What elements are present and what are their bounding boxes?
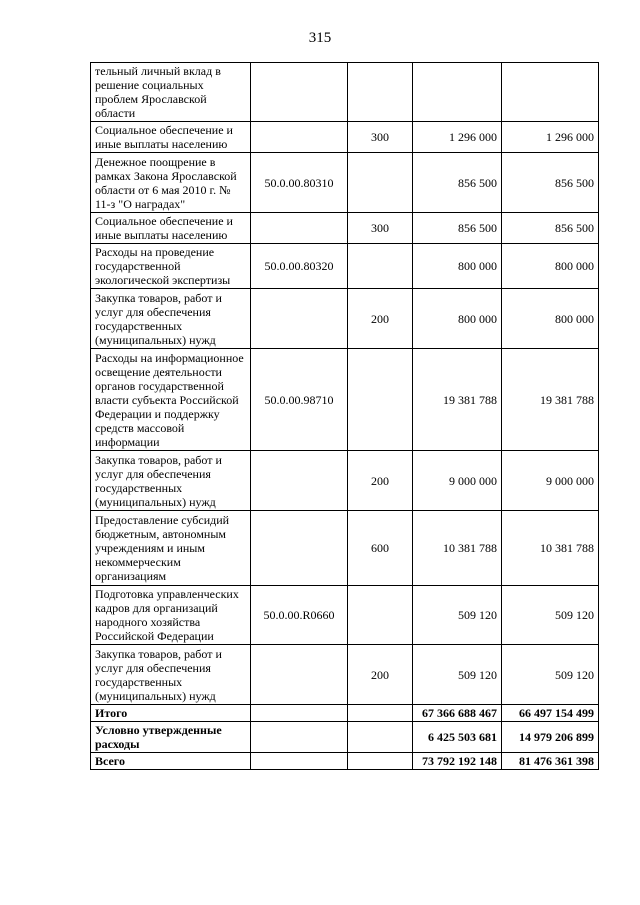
budget-table	[90, 62, 599, 770]
table-row	[91, 753, 599, 770]
target-code-cell	[251, 511, 348, 586]
expense-type-cell: 200	[348, 289, 413, 349]
expense-type-cell	[348, 153, 413, 213]
target-code-cell: 50.0.00.98710	[251, 349, 348, 451]
amount-year1-cell: 800 000	[413, 244, 502, 289]
row-name-cell: Расходы на проведение государственной экологической экспертизы	[91, 244, 251, 289]
amount-year2-cell: 9 000 000	[502, 451, 599, 511]
row-name-cell: Итого	[91, 705, 251, 722]
amount-year1-cell: 10 381 788	[413, 511, 502, 586]
expense-type-cell	[348, 244, 413, 289]
target-code-cell: 50.0.00.R0660	[251, 586, 348, 645]
amount-year1-cell: 67 366 688 467	[413, 705, 502, 722]
amount-year1-cell: 19 381 788	[413, 349, 502, 451]
table-row	[91, 586, 599, 645]
amount-year2-cell: 856 500	[502, 213, 599, 244]
expense-type-cell	[348, 753, 413, 770]
target-code-cell	[251, 753, 348, 770]
target-code-cell: 50.0.00.80310	[251, 153, 348, 213]
table-row	[91, 122, 599, 153]
target-code-cell	[251, 213, 348, 244]
amount-year1-cell: 856 500	[413, 153, 502, 213]
expense-type-cell: 300	[348, 122, 413, 153]
expense-type-cell: 600	[348, 511, 413, 586]
row-name-cell: Предоставление субсидий бюджетным, автономным учреждениям и иным некоммерческим организациям	[91, 511, 251, 586]
budget-table-body	[91, 63, 599, 770]
row-name-cell: Закупка товаров, работ и услуг для обеспечения государственных (муниципальных) нужд	[91, 451, 251, 511]
amount-year2-cell: 800 000	[502, 289, 599, 349]
table-row	[91, 244, 599, 289]
row-name-cell: Расходы на информационное освещение деятельности органов государственной власти субъекта Российской Федерации и поддержку средств массовой информации	[91, 349, 251, 451]
table-row	[91, 63, 599, 122]
amount-year1-cell: 1 296 000	[413, 122, 502, 153]
amount-year1-cell: 73 792 192 148	[413, 753, 502, 770]
row-name-cell: Социальное обеспечение и иные выплаты населению	[91, 122, 251, 153]
table-row	[91, 722, 599, 753]
amount-year2-cell: 81 476 361 398	[502, 753, 599, 770]
target-code-cell	[251, 451, 348, 511]
table-row	[91, 705, 599, 722]
amount-year2-cell: 10 381 788	[502, 511, 599, 586]
target-code-cell	[251, 645, 348, 705]
expense-type-cell	[348, 722, 413, 753]
expense-type-cell	[348, 349, 413, 451]
amount-year2-cell: 1 296 000	[502, 122, 599, 153]
target-code-cell	[251, 705, 348, 722]
expense-type-cell	[348, 63, 413, 122]
page-number: 315	[308, 30, 332, 46]
table-row	[91, 153, 599, 213]
amount-year2-cell: 509 120	[502, 645, 599, 705]
amount-year1-cell: 800 000	[413, 289, 502, 349]
table-row	[91, 349, 599, 451]
table-row	[91, 645, 599, 705]
amount-year1-cell: 509 120	[413, 586, 502, 645]
expense-type-cell: 200	[348, 451, 413, 511]
target-code-cell	[251, 722, 348, 753]
row-name-cell: Условно утвержденные расходы	[91, 722, 251, 753]
target-code-cell	[251, 289, 348, 349]
row-name-cell: тельный личный вклад в решение социальных проблем Ярославской области	[91, 63, 251, 122]
amount-year1-cell: 6 425 503 681	[413, 722, 502, 753]
row-name-cell: Денежное поощрение в рамках Закона Ярославской области от 6 мая 2010 г. № 11-з "О наградах"	[91, 153, 251, 213]
amount-year1-cell: 509 120	[413, 645, 502, 705]
target-code-cell: 50.0.00.80320	[251, 244, 348, 289]
expense-type-cell	[348, 586, 413, 645]
table-row	[91, 289, 599, 349]
expense-type-cell: 300	[348, 213, 413, 244]
target-code-cell	[251, 63, 348, 122]
row-name-cell: Закупка товаров, работ и услуг для обеспечения государственных (муниципальных) нужд	[91, 645, 251, 705]
row-name-cell: Социальное обеспечение и иные выплаты населению	[91, 213, 251, 244]
amount-year2-cell: 509 120	[502, 586, 599, 645]
amount-year1-cell: 856 500	[413, 213, 502, 244]
row-name-cell: Подготовка управленческих кадров для организаций народного хозяйства Российской Федерации	[91, 586, 251, 645]
amount-year2-cell	[502, 63, 599, 122]
amount-year2-cell: 800 000	[502, 244, 599, 289]
table-row	[91, 451, 599, 511]
amount-year2-cell: 14 979 206 899	[502, 722, 599, 753]
expense-type-cell	[348, 705, 413, 722]
amount-year2-cell: 856 500	[502, 153, 599, 213]
table-row	[91, 213, 599, 244]
row-name-cell: Закупка товаров, работ и услуг для обеспечения государственных (муниципальных) нужд	[91, 289, 251, 349]
target-code-cell	[251, 122, 348, 153]
amount-year2-cell: 19 381 788	[502, 349, 599, 451]
row-name-cell: Всего	[91, 753, 251, 770]
table-row	[91, 511, 599, 586]
amount-year1-cell	[413, 63, 502, 122]
amount-year2-cell: 66 497 154 499	[502, 705, 599, 722]
expense-type-cell: 200	[348, 645, 413, 705]
amount-year1-cell: 9 000 000	[413, 451, 502, 511]
